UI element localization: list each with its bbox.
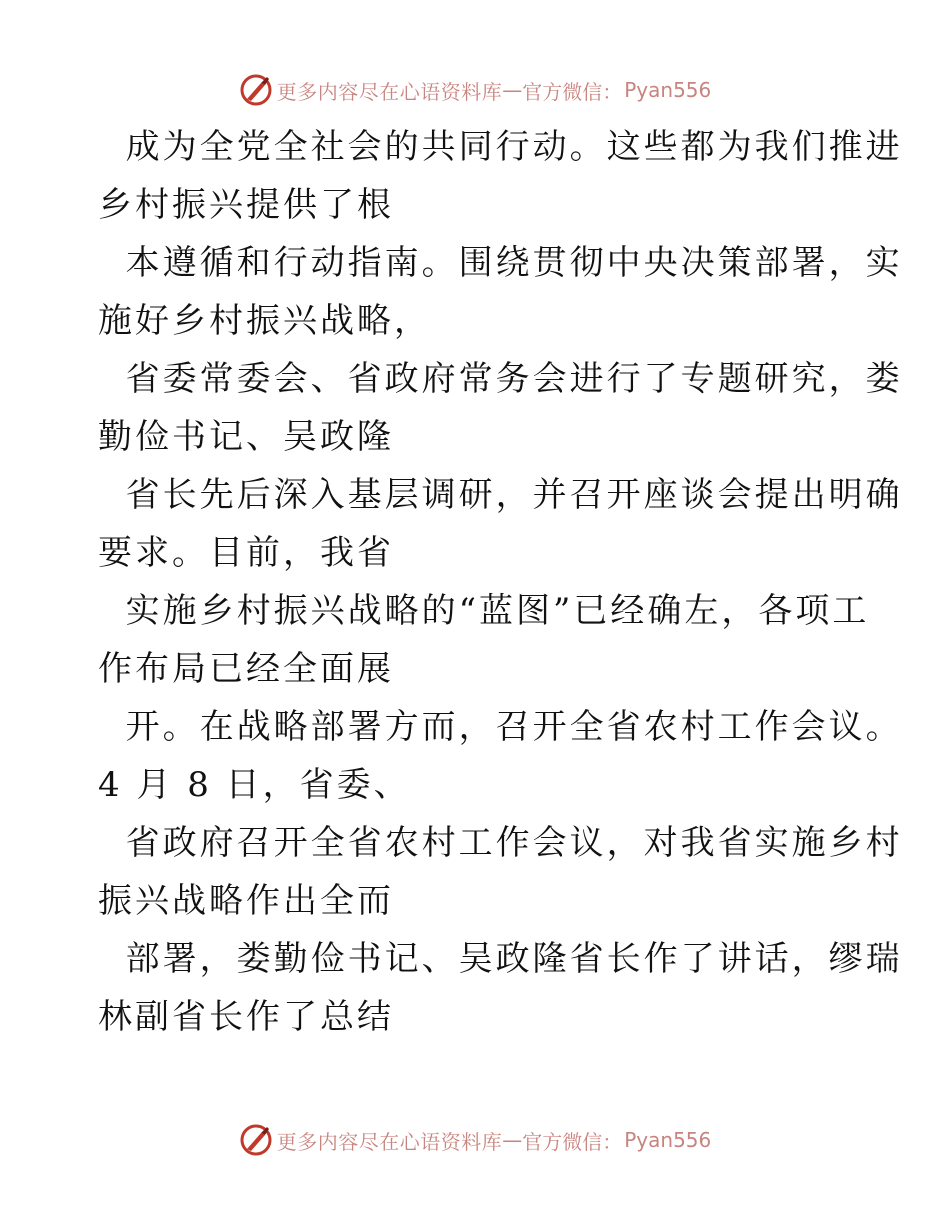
wechat-id: Pyan556 <box>624 1128 712 1152</box>
text-line: 部署，娄勤俭书记、吴政隆省长作了讲话，缪瑞 <box>98 939 903 979</box>
text-line: 省长先后深入基层调研，并召开座谈会提出明确 <box>98 475 903 515</box>
header-watermark <box>0 70 950 110</box>
separator: — <box>502 1128 523 1152</box>
text-line: 成为全党全社会的共同行动。这些都为我们推进 <box>98 127 903 167</box>
wechat-label: 官方微信： <box>522 1129 623 1154</box>
text-line: 本遵循和行动指南。围绕贯彻中央决策部署，实 <box>98 243 903 283</box>
footer-watermark <box>0 1120 950 1160</box>
text-line: 乡村振兴提供了根 <box>98 185 394 225</box>
document-body <box>98 118 903 1046</box>
text-line: 振兴战略作出全而 <box>98 881 394 921</box>
text-line: 开。在战略部署方而，召开全省农村工作会议。 <box>98 707 903 747</box>
separator: — <box>502 78 523 102</box>
pen-quill-logo-icon <box>239 1123 273 1157</box>
wechat-id: Pyan556 <box>624 78 712 102</box>
text-line: 勤俭书记、吴政隆 <box>98 417 394 457</box>
text-line: 林副省长作了总结 <box>98 997 394 1037</box>
text-line: 要求。目前，我省 <box>98 533 394 573</box>
text-line: 省政府召开全省农村工作会议，对我省实施乡村 <box>98 823 903 863</box>
text-line: 省委常委会、省政府常务会进行了专题研究，娄 <box>98 359 903 399</box>
site-name: 更多内容尽在心语资料库 <box>276 79 503 104</box>
text-line: 4 月 8 日，省委、 <box>98 765 411 805</box>
text-line: 实施乡村振兴战略的“蓝图”已经确左，各项工 <box>98 591 870 631</box>
text-line: 施好乡村振兴战略， <box>98 301 431 341</box>
pen-quill-logo-icon <box>239 73 273 107</box>
site-name: 更多内容尽在心语资料库 <box>276 1129 503 1154</box>
text-line: 作布局已经全面展 <box>98 649 394 689</box>
wechat-label: 官方微信： <box>522 79 623 104</box>
